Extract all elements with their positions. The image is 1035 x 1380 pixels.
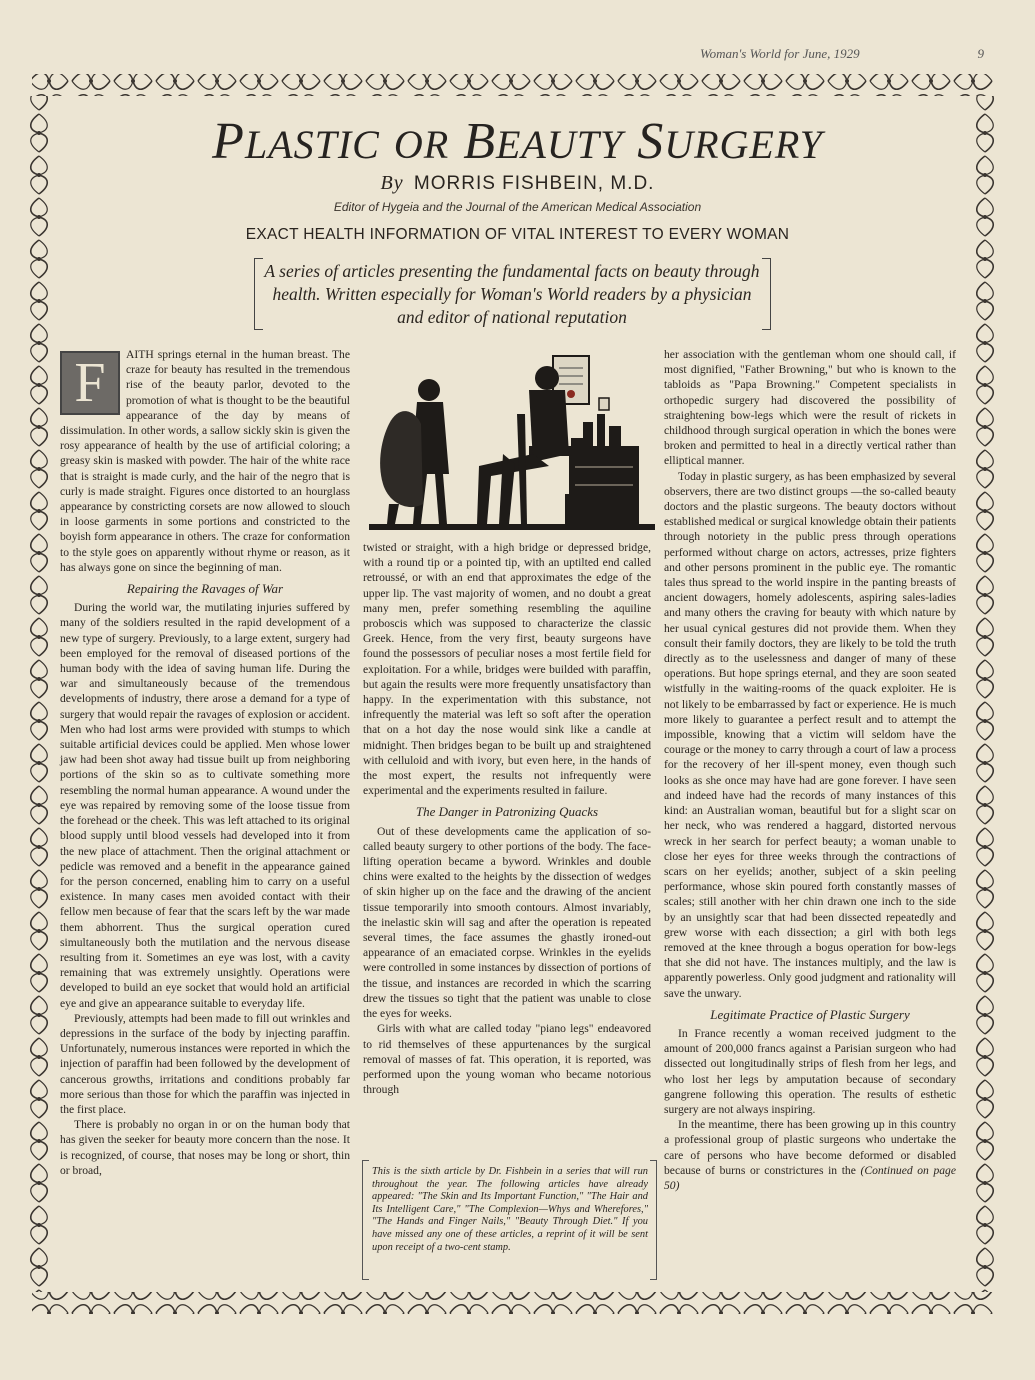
page-header <box>700 46 1000 62</box>
article-subtitle: EXACT HEALTH INFORMATION OF VITAL INTEREST TO EVERY WOMAN <box>245 226 790 243</box>
column-3 <box>664 347 956 1193</box>
paragraph: Today in plastic surgery, as has been emphasized by several observers, there are two distinct groups —the so-called beauty doctors and the plastic surgeons. The beauty doctors without established medical or surgical knowledge obtain their patients through notoriety in the public press through operations performed without charge on actors, actresses, prize fighters and other persons prominent in the public eye. The romantic tales thus spread to the world inspire in the panting breasts of ancient dowagers, homely adolescents, aspiring sales-ladies and many others the craving for beauty with which nature by her usual cynical gestures did not provide them. When they consult their family doctors, they are likely to be told the truth directly as to the uselessness and danger of many of these operations. But hope springs eternal, and they are soon seated wistfully in the waiting-rooms of the quack exploiter. He is not likely to be embarrassed by fact or experience. He is much more likely to guarantee a perfect result and to attempt the impossible, knowing that a victim will seldom have the courage or the money to carry through a court of law a process for the recovery of her ill-spent money, even though such looks as she once may have had are gone forever. I have seen and indeed have had the records of many instances of this kind: an Australian woman, beautiful but for a slight scar on her neck, who was rendered a haggard, distorted nervous wreck in her search for perfect beauty; a woman unable to close her eyes for three weeks through the contractions of scars on her eyelids; another, subject of a skin peeling performance, whose skin poured forth constantly masses of scales; still another with her chin drawn one inch to the side by an unsightly scar that had been dissected repeatedly and grew worse with each dissection; a girl with both legs removed at the knee through a bogus operation for bow-legs that she did not have. The instances multiply, and the law is apparently powerless. Only good judgment and rationality will save the unwary. <box>664 469 956 1000</box>
series-note: This is the sixth article by Dr. Fishbein in a series that will run throughout the year. The following articles have already appeared: "The Skin and Its Important Function," "The Hair and Its Intelligent Care," "The Complexion—Whys and Wherefores," "The Hands and Finger Nails," "Beauty Through Diet." If you have missed any one of these articles, a reprint of it will be sent upon receipt of a two-cent stamp. <box>372 1166 648 1253</box>
paragraph: AITH springs eternal in the human breast. The craze for beauty has resulted in the tremendous rise of the beauty parlor, devoted to the promotion of what is thought to be the beautiful appearance of the day by means of dissimulation. In other words, a sallow sickly skin is given the rosy appearance of health by the use of artificial coloring; a greasy skin is masked with powder. The hair of the white race that is straight is made curly, and the hair of the negro that is curly is made straight. Figures once distorted to an hourglass appearance by constricting corsets are now allowed to slouch in loose garments in some portions and constricted to the boyish form appearance in others. The craze for conformation to the style goes on apparently without rhyme or reason, as it has always gone on since the beginning of man. <box>60 348 350 574</box>
left-bracket <box>362 1160 369 1280</box>
section-heading: Legitimate Practice of Plastic Surgery <box>710 1006 910 1022</box>
article-title: PLASTIC OR BEAUTY SURGERY <box>212 113 823 170</box>
paragraph: Out of these developments came the application of so-called beauty surgery to other portions of the body. The face-lifting operation became a byword. Wrinkles and double chins were exalted to the heights by the dissection of wedges of skin higher up on the face and the drawing of the ancient tissue temporarily into smooth contours. Almost invariably, the inelastic skin will sag and after the operation is repeated several times, the face assumes the ghastly ironed-out appearance of an emaciated corpse. Wrinkles in the eyelids were controlled in some instances by dissection of portions of the tissue, and instances are recorded in which the scarring drew the tissues so tight that the patient was unable to close the eyes for weeks. <box>363 824 651 1021</box>
page-number: 9 <box>977 46 984 61</box>
doctor-consultation-silhouette-icon <box>369 354 655 532</box>
drop-cap: F <box>60 351 120 415</box>
column-1 <box>60 347 350 1178</box>
paragraph: Girls with what are called today "piano legs" endeavored to rid themselves of these appurtenances by the surgical removal of masses of fat. This operation, it is reported, was performed upon the young woman who became notorious through <box>363 1022 651 1097</box>
author-credentials: Editor of Hygeia and the Journal of the American Medical Association <box>333 200 702 214</box>
right-bracket <box>762 258 771 330</box>
paragraph: Previously, attempts had been made to fill out wrinkles and depressions in the surface of the body by injecting paraffin. Unfortunately, numerous instances were reported in which the injection of paraffin had been followed by the development of cancerous growths, irritations and conditions probably far more serious than those for which the paraffin was injected in the first place. <box>60 1011 350 1116</box>
byline: By MORRIS FISHBEIN, M.D. <box>380 172 655 194</box>
continued-link: (Continued on page 50) <box>664 1163 957 1192</box>
right-bracket <box>650 1160 657 1280</box>
column-2 <box>363 540 651 1097</box>
paragraph: In France recently a woman received judgment to the amount of 200,000 francs against a Parisian surgeon who had dissected out longitudinally strips of flesh from her legs, and who lost her legs by amputation because of secondary gangrene following this operation. The results of esthetic surgery are not always inspiring. <box>664 1026 956 1116</box>
section-heading: The Danger in Patronizing Quacks <box>415 804 599 820</box>
author-name: MORRIS FISHBEIN, M.D. <box>413 173 655 194</box>
masthead: Woman's World for June, 1929 <box>700 46 860 61</box>
paragraph: During the world war, the mutilating injuries suffered by many of the soldiers resulted in the rapid development of a new type of surgery. Previously, to a large extent, surgery had been employed for the removal of diseased portions of the human body with the idea of saving human life. During the war and simultaneously because of the tremendous developments of industry, there arose a demand for a type of surgery that would repair the ravages of explosion or accident. Men who had lost arms were provided with stumps to which suitable artificial devices could be applied. Men whose lower jaw had been shot away had tissue built up from neighboring portions of the skin so as to cultivate something more resembling the normal human appearance. A wound under the eye was repaired by removing some of the loose tissue from the forehead or the cheek. This was left attached to its original blood supply until blood vessels had developed into it from the new place of attachment. Then the original attachment or pedicle was removed and a benefit in the appearance gained for the person concerned, enabling him to carry on a useful existence. In many cases men avoided contact with their fellow men because of fear that the scars left by the war made them abhorrent. Thus the surgical operation cured simultaneously both the mutilation and the nervous disease resulting from it. Sometimes an eye was lost, with a cavity remaining that was extremely unsightly. Operations were developed to build an eye socket that would hold an artificial eye and give an appearance suitable to everyday life. <box>60 601 350 1010</box>
paragraph: There is probably no organ in or on the human body that has given the seeker for beauty more concern than the nose. It is recognized, of course, that noses may be long or short, thin or broad, <box>60 1118 350 1177</box>
section-heading: Repairing the Ravages of War <box>126 581 284 597</box>
paragraph: her association with the gentleman whom one should call, if most dignified, "Father Browning," but who is known to the tabloids as "Papa Browning." Competent specialists in orthopedic surgery had discovered the possibility of straightening bow-legs which were the result of rickets in childhood through surgical operation in which the bones were broken and permitted to heal in a directly vertical rather than elliptical manner. <box>664 348 956 468</box>
paragraph: twisted or straight, with a high bridge or depressed bridge, with a round tip or a pointed tip, with an uptilted end called retroussé, or with an end that approximates the edge of the upper lip. The vast majority of women, and no doubt a great many men, prefer something resembling the aquiline proboscis which was supposed to characterize the classic Greek. Hence, from the very first, beauty surgeons have found the possessors of peculiar noses a most fertile field for exploitation. For a while, bridges were builded with paraffin, but again the results were more frequently unsatisfactory than happy. In the experimentation with this substance, not infrequently the material was left so soft after the operation that on a hot day the nose would sink like a candle at midnight. Then bridges began to be built up and straightened with celluloid and with ivory, but even here, in the hands of the most expert, the results not infrequently were experimental and the experiments resulted in failure. <box>363 541 651 798</box>
series-blurb: A series of articles presenting the fundamental facts on beauty through health. Written especially for Woman's World readers by a physician and editor of national reputation <box>264 261 760 327</box>
paragraph: In the meantime, there has been growing up in this country a professional group of plastic surgeons who undertake the care of persons who have become deformed or disabled because of burns or constrictures in the (Continued on page 50) <box>664 1118 957 1192</box>
